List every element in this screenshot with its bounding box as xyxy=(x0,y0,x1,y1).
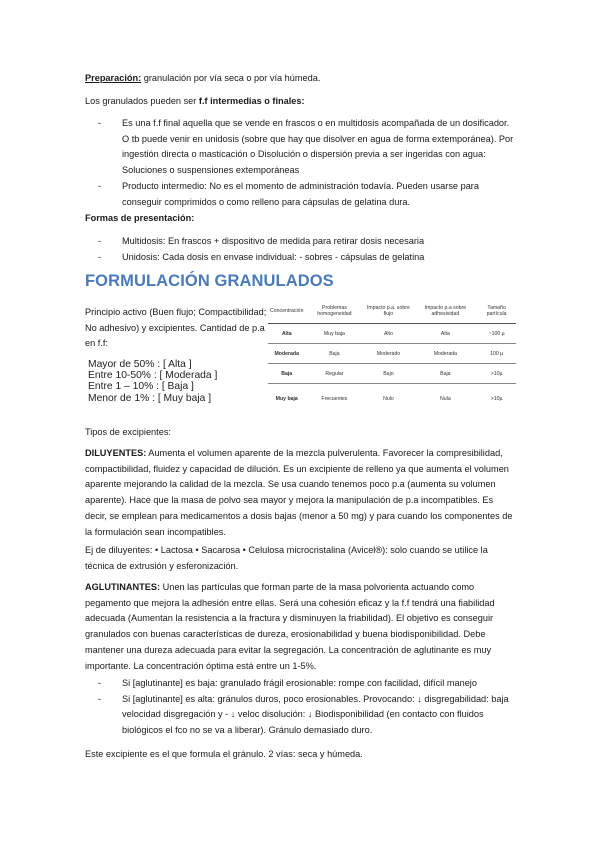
table-row xyxy=(268,364,516,384)
table-header-row xyxy=(268,301,516,324)
range-item: Mayor de 50% : [ Alta ] xyxy=(88,359,192,370)
presentation-list xyxy=(98,234,518,265)
down-arrow-icon: ↓ xyxy=(307,709,313,720)
table-cell: Muy baja xyxy=(275,395,298,402)
range-item: Entre 10-50% : [ Moderada ] xyxy=(88,370,218,382)
table-cell: Bajo xyxy=(363,364,413,384)
list-item xyxy=(98,116,518,179)
concentration-table xyxy=(268,301,516,413)
bullet-dash: - xyxy=(98,251,102,262)
list-item-text: Multidosis: En frascos + dispositivo de medida para retirar dosis necesaria xyxy=(122,236,425,246)
down-arrow-icon: ↓ xyxy=(417,693,422,704)
table-cell: Alto xyxy=(363,324,413,344)
ejemplos-paragraph: Ej de diluyentes: • Lactosa • Sacarosa • Celulosa microcristalina (Avicel®): solo cuando se utilice la técnica de extrusión y esferonización. xyxy=(85,545,488,571)
bullet-dash: - xyxy=(98,693,102,704)
table-row xyxy=(268,344,516,364)
aglutinante-list xyxy=(98,676,518,739)
granulados-bold: f.f intermedias o finales: xyxy=(198,96,305,106)
final-paragraph: Este excipiente es el que formula el gránulo. 2 vías: seca y húmeda. xyxy=(85,749,363,759)
list-item-text: disgregabilidad: baja velocidad disgregación y - xyxy=(122,693,509,720)
formas-title: Formas de presentación: xyxy=(85,213,195,223)
tipos-paragraph: Tipos de excipientes: xyxy=(85,427,171,437)
table-cell: 100 µ xyxy=(477,344,516,364)
table-header-cell: Impacto p.a. sobre flujo xyxy=(363,301,413,324)
range-item: Entre 1 – 10% : [ Baja ] xyxy=(88,381,194,393)
preparation-text: granulación por vía seca o por vía húmeda. xyxy=(141,73,321,83)
list-item xyxy=(98,234,518,250)
table-cell: Baja xyxy=(305,344,363,364)
table-cell: Moderada xyxy=(268,344,305,364)
range-item: Menor de 1% : [ Muy baja ] xyxy=(88,392,212,404)
list-item-text: Unidosis: Cada dosis en envase individual: - sobres - cápsulas de gelatina xyxy=(122,251,425,262)
table-cell: Regular xyxy=(305,364,363,384)
table-cell: Baja xyxy=(268,364,305,384)
list-item xyxy=(98,676,518,692)
bullet-dash: - xyxy=(98,118,102,128)
granulados-paragraph xyxy=(85,94,515,110)
list-item-text: Biodisponibilidad (en contacto con fluidos biológicos el fco no se va a liberar). Gránulo demasiado duro. xyxy=(122,709,484,736)
bullet-dash: - xyxy=(98,180,102,191)
list-item-text: veloc disolución: xyxy=(235,709,308,720)
aglutinantes-text: Unen las partículas que forman parte de la masa polvorienta actuando como pegamento que mejora la adhesión entre ellas. Será una cohesión eficaz y la f.f tendrá una fiabilidad adecuada (Aumentan la resistencia a la fractura y disminuyen la friabilidad). El objetivo es conseguir granulados con buenas características de dureza, erosionabilidad y buena biodisponibilidad. Debe mantener una dureza adecuada para evitar la segregación. La concentración de aglutinante es muy importante. La concentración óptima está entre un 1-5%. xyxy=(85,582,495,671)
concentration-ranges xyxy=(88,359,258,404)
diluyentes-paragraph xyxy=(85,446,515,540)
table-cell: Baja xyxy=(414,364,478,384)
table-cell: Nula xyxy=(440,395,451,402)
diluyentes-label: DILUYENTES: xyxy=(85,448,147,458)
table-cell: Alta xyxy=(268,324,305,344)
table-cell: Moderado xyxy=(363,344,413,364)
list-item xyxy=(98,250,518,266)
table-row xyxy=(268,324,516,344)
table-header-cell: Concentración xyxy=(268,301,305,324)
list-item xyxy=(98,179,518,210)
down-arrow-icon: ↓ xyxy=(230,709,236,720)
table-header-cell: Tamaño partícula xyxy=(477,301,516,324)
table-header-cell: Problemas homogeneidad xyxy=(305,301,363,324)
list-item-text: Si [aglutinante] es baja: granulado frágil erosionable: rompe con facilidad, difícil manejo xyxy=(122,678,477,688)
table-cell: >10µ xyxy=(477,364,516,384)
bullet-dash: - xyxy=(98,678,102,688)
table-cell: Frecuentes xyxy=(321,395,348,402)
table-cell: Alta xyxy=(414,324,478,344)
table-header-cell: Impacto p.a sobre adhesividad xyxy=(414,301,478,324)
section-heading: FORMULACIÓN GRANULADOS xyxy=(85,272,334,290)
intro-paragraph: Principio activo (Buen flujo; Compactibilidad; No adhesivo) y excipientes. Cantidad de p.a en f.f: xyxy=(85,307,267,349)
granulados-text: Los granulados pueden ser xyxy=(85,96,199,106)
list-item-text: Es una f.f final aquella que se vende en frascos o en multidosis acompañada de un dosificador. O tb puede venir en unidosis (sobre que hay que disolver en agua de forma extemporánea). Por ingestión directa o masticación o Disolución o dispersión previa a ser ingeridas con agua: Soluciones o suspensiones extemporáneas xyxy=(122,118,514,176)
bullet-dash: - xyxy=(98,236,102,246)
diluyentes-text: Aumenta el volumen aparente de la mezcla pulverulenta. Favorecer la compresibilidad, compactibilidad, fluidez y capacidad de dilución. Es un excipiente de relleno ya que aumenta el volumen aparente mejorando la calidad de la mezcla. Se usa cuando tenemos poco p.a (aumenta su volumen aparente). Hace que la masa de polvo sea mayor y mejora la manipulación de p.a incompatibles. Es decir, se emplean para medicamentos a dosis bajas (menor a 50 mg) y para cuando los componentes de la formulación sean incompatibles. xyxy=(85,448,513,537)
preparation-paragraph xyxy=(85,71,515,87)
list-item xyxy=(98,692,518,739)
table-cell: Muy baja xyxy=(305,324,363,344)
aglutinantes-paragraph xyxy=(85,580,515,674)
table-cell: Moderada xyxy=(414,344,478,364)
table-row xyxy=(268,384,516,414)
table-cell: >10µ xyxy=(490,395,503,402)
forma-final-list xyxy=(98,116,518,210)
preparation-label: Preparación: xyxy=(85,73,142,83)
list-item-text: Si [aglutinante] es alta: gránulos duros, poco erosionables. Provocando: xyxy=(122,693,418,704)
list-item-text: Producto intermedio: No es el momento de administración todavía. Pueden usarse para conseguir comprimidos o como relleno para cápsulas de gelatina dura. xyxy=(122,180,479,207)
table-cell: Nulo xyxy=(383,395,394,402)
aglutinantes-label: AGLUTINANTES: xyxy=(85,582,161,592)
table-cell: ~100 µ xyxy=(477,324,516,344)
